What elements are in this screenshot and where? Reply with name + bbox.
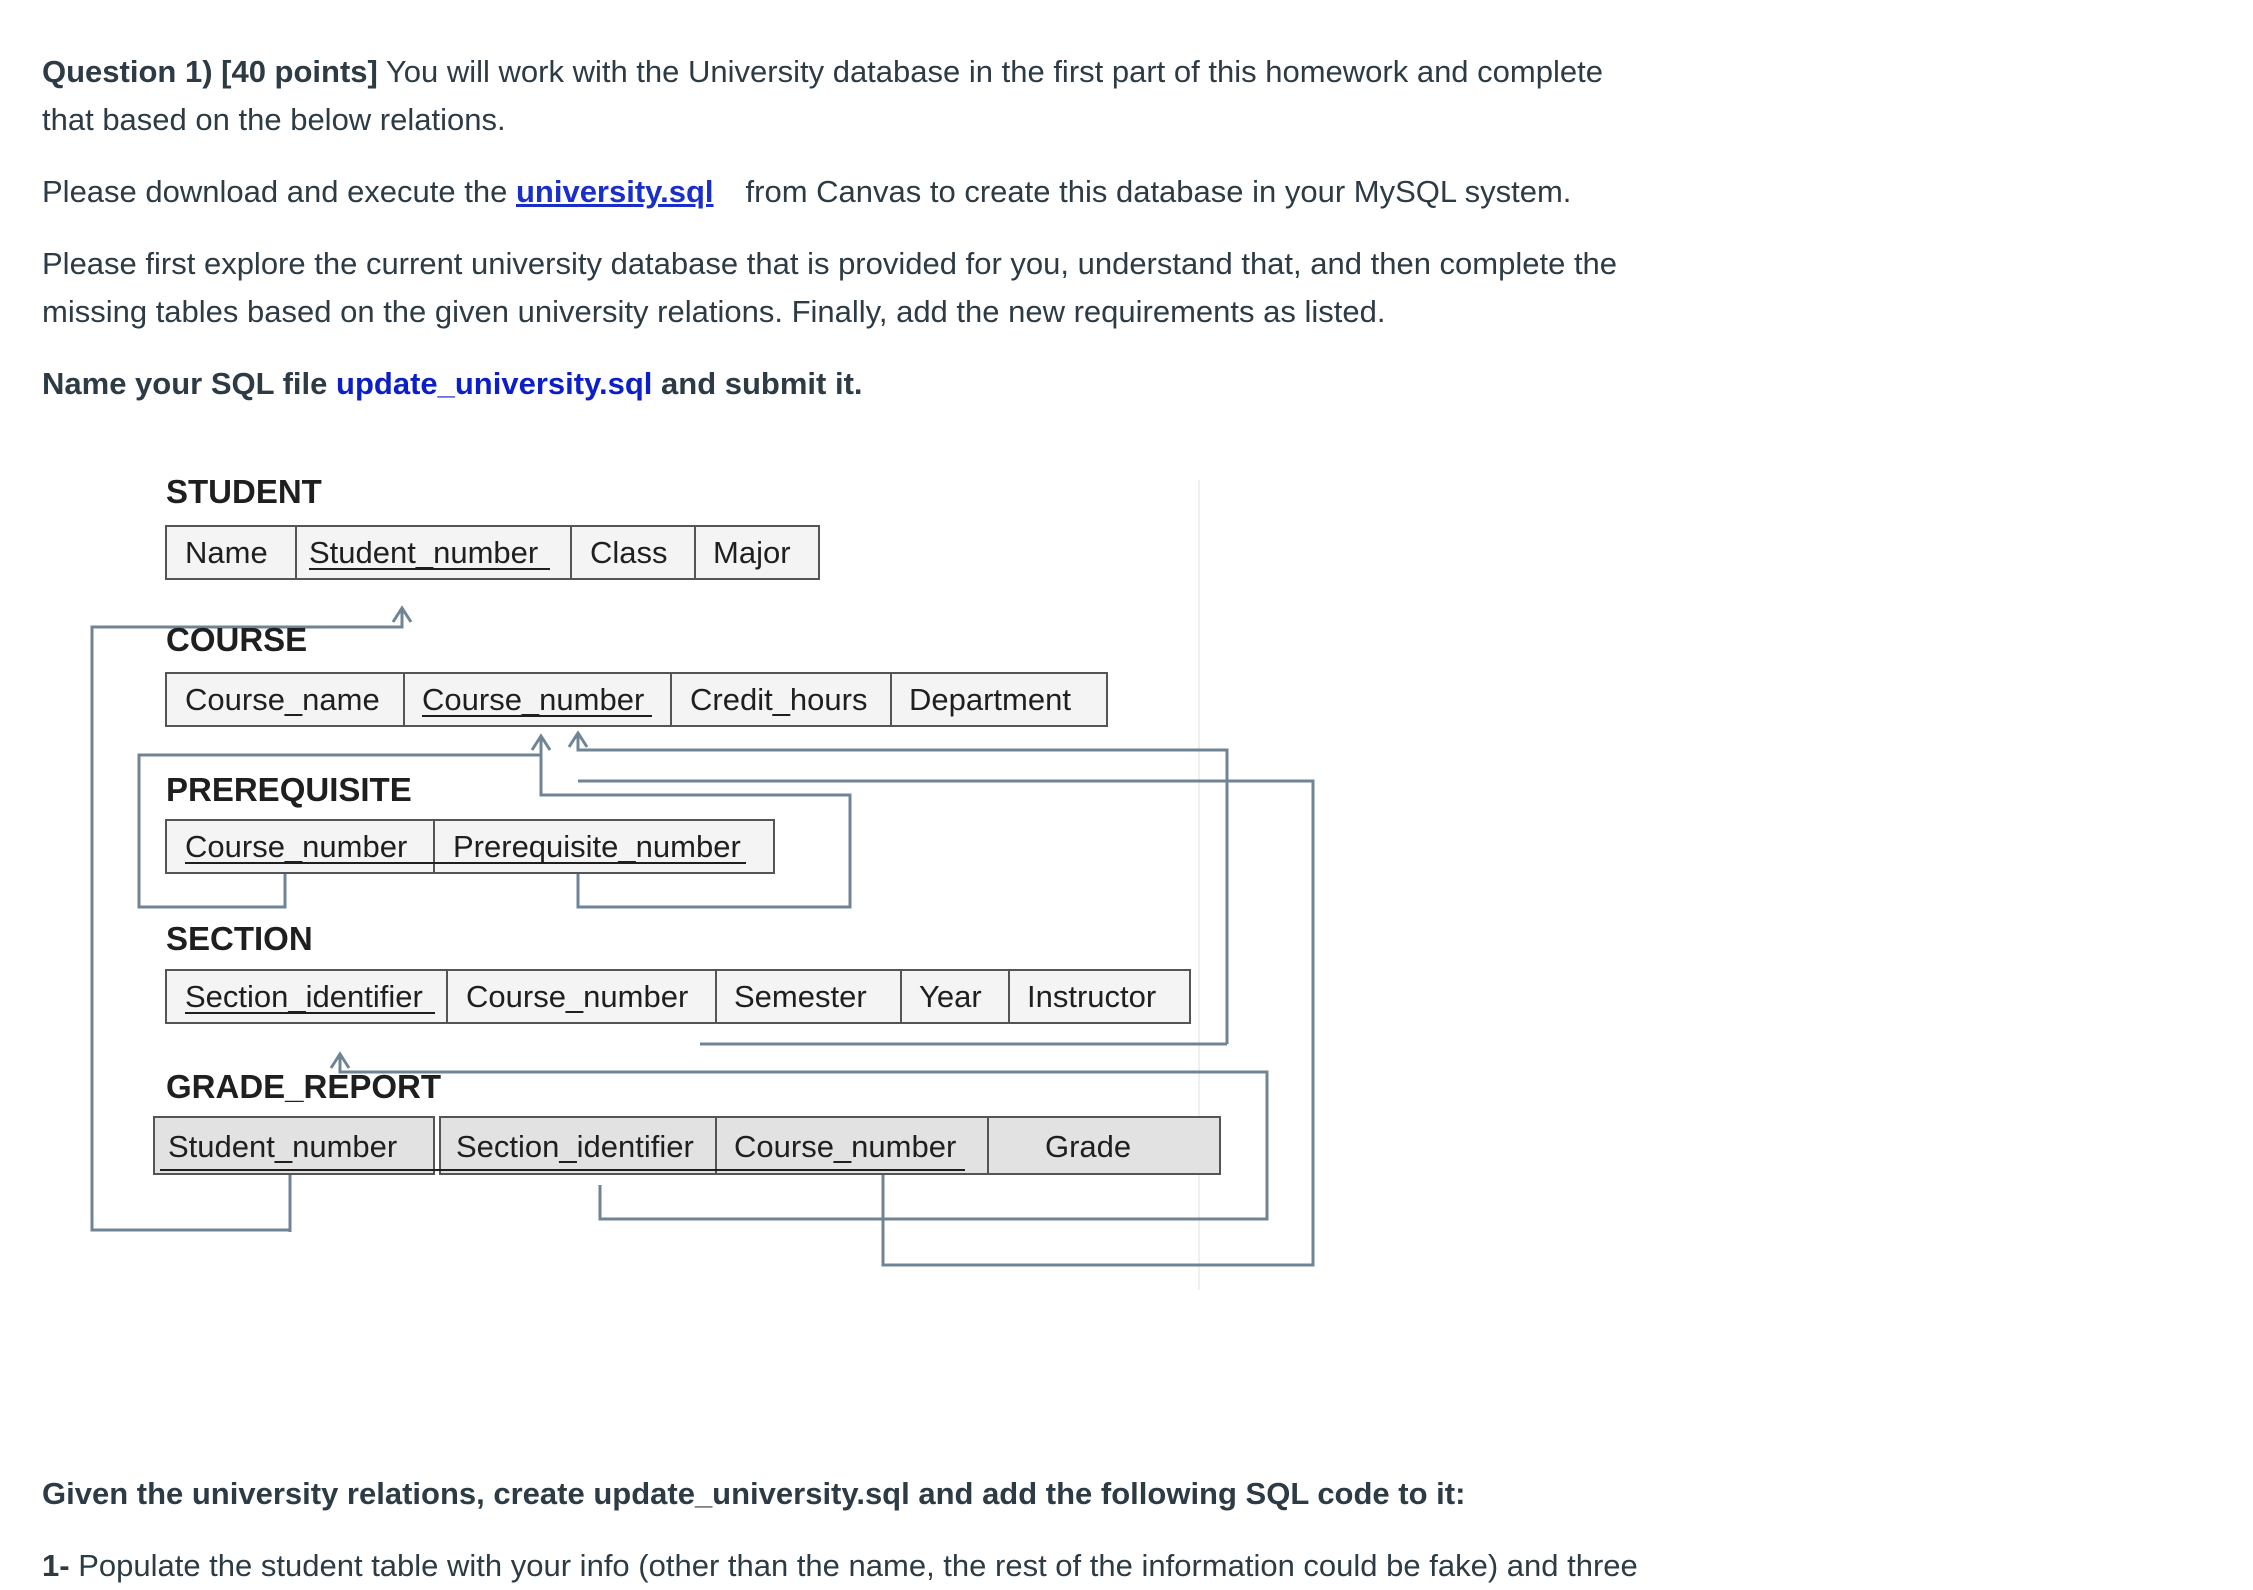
column-semester: Semester <box>734 979 867 1014</box>
column-student-number: Student_number <box>309 535 539 570</box>
explore-instruction-line2: missing tables based on the given university relations. Finally, add the new requirements as listed. <box>42 294 1386 329</box>
column-instructor: Instructor <box>1027 979 1157 1014</box>
table-grade-report <box>154 1117 1220 1174</box>
question-number: Question 1) [40 points] <box>42 54 378 89</box>
column-grade: Grade <box>1045 1129 1132 1164</box>
column-course-name: Course_name <box>185 682 380 717</box>
table-title-prerequisite: PREREQUISITE <box>166 771 412 808</box>
question-intro: You will work with the University database in the first part of this homework and complete <box>377 54 1603 89</box>
table-title-section: SECTION <box>166 920 313 957</box>
task-item-1 <box>42 1542 1638 1590</box>
column-credit-hours: Credit_hours <box>690 682 868 717</box>
table-title-grade-report: GRADE_REPORT <box>166 1068 442 1105</box>
download-post-text: from Canvas to create this database in your MySQL system. <box>745 174 1572 209</box>
column-class: Class <box>590 535 668 570</box>
download-instruction <box>42 168 1571 216</box>
column-course-number: Course_number <box>734 1129 957 1164</box>
column-year: Year <box>919 979 982 1014</box>
university-sql-link[interactable]: university.sql <box>515 174 714 209</box>
task-item-1-text: Populate the student table with your info (other than the name, the rest of the information could be fake) and three <box>69 1548 1638 1583</box>
table-prerequisite <box>166 820 774 873</box>
column-name: Name <box>185 535 268 570</box>
schema-diagram <box>0 460 1340 1290</box>
task-item-1-number: 1- <box>42 1548 70 1583</box>
question-intro-line2: that based on the below relations. <box>42 102 506 137</box>
column-prerequisite-number: Prerequisite_number <box>453 829 741 864</box>
column-major: Major <box>713 535 791 570</box>
table-section <box>166 970 1190 1023</box>
table-course <box>166 673 1107 726</box>
submit-post-text: and submit it. <box>652 366 863 401</box>
column-student-number: Student_number <box>168 1129 398 1164</box>
table-student <box>166 526 819 579</box>
table-title-student: STUDENT <box>166 473 322 510</box>
download-pre-text: Please download and execute the <box>42 174 516 209</box>
column-course-number: Course_number <box>466 979 689 1014</box>
submit-file-name: update_university.sql <box>336 366 653 401</box>
column-course-number: Course_number <box>185 829 408 864</box>
question-heading <box>42 48 1603 96</box>
column-section-identifier: Section_identifier <box>185 979 423 1014</box>
submit-instruction <box>42 360 863 408</box>
tasks-intro: Given the university relations, create update_university.sql and add the following SQL code to it: <box>42 1476 1466 1511</box>
column-section-identifier: Section_identifier <box>456 1129 694 1164</box>
column-course-number: Course_number <box>422 682 645 717</box>
table-title-course: COURSE <box>166 621 308 658</box>
explore-instruction-line1: Please first explore the current university database that is provided for you, understand that, and then complete the <box>42 246 1618 281</box>
submit-pre-text: Name your SQL file <box>42 366 337 401</box>
column-department: Department <box>909 682 1071 717</box>
